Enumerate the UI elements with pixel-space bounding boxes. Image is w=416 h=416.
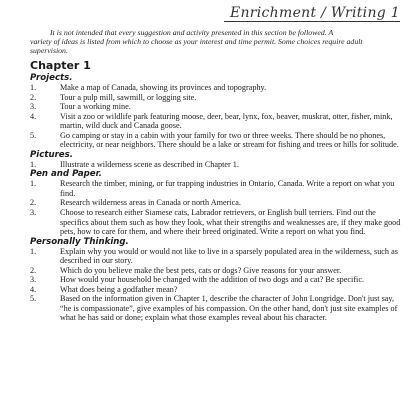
list-item [30, 294, 402, 323]
list-item [30, 198, 402, 208]
item-text: Illustrate a wilderness scene as described in Chapter 1. [60, 159, 239, 169]
item-number: 3. [30, 275, 37, 285]
item-number: 2. [30, 198, 37, 208]
item-number: 3. [30, 208, 37, 218]
item-text: Research wilderness areas in Canada or north America. [60, 198, 241, 208]
intro-note [30, 28, 400, 56]
item-text: Make a map of Canada, showing its provinces and topography. [60, 83, 267, 92]
list-item [30, 275, 402, 285]
section-title-pictures: Pictures. [30, 149, 74, 160]
section-title-pen-and-paper: Pen and Paper. [30, 169, 102, 180]
list-item [30, 285, 402, 295]
list-item [30, 112, 402, 131]
list-personally-thinking [30, 247, 402, 323]
list-item [30, 179, 402, 198]
list-projects [30, 83, 402, 150]
list-pen-and-paper [30, 179, 402, 236]
item-number: 4. [30, 111, 37, 121]
list-item [30, 83, 402, 93]
item-text: Which do you believe make the best pets, cats or dogs? Give reasons for your answer. [60, 265, 342, 275]
item-text: Based on the information given in Chapter 1, describe the character of John Longridge. Don't just say, “he is compassionate”, give examples of his compassion. On the other hand, don't just site examples of what he has said or done; explain what those examples reveal about his character. [60, 294, 398, 323]
item-number: 3. [30, 102, 37, 112]
item-text: What does being a godfather mean? [60, 284, 178, 294]
item-number: 2. [30, 265, 37, 275]
list-pictures [30, 160, 402, 170]
item-number: 5. [30, 294, 37, 304]
item-number: 1. [30, 179, 37, 189]
intro-line-1: It is not intended that every suggestion and activity presented in this section be followed. A [50, 28, 334, 37]
item-number: 5. [30, 130, 37, 140]
item-text: Visit a zoo or wildlife park featuring moose, deer, bear, lynx, fox, beaver, muskrat, otter, fisher, mink, martin, wild duck and Canada goose. [60, 111, 393, 131]
list-item [30, 247, 402, 266]
item-number: 1. [30, 159, 37, 169]
item-number: 1. [30, 246, 37, 256]
page-header-title: Enrichment / Writing 1 [224, 6, 400, 22]
item-text: How would your household be changed with the addition of two dogs and a cat? Be specific. [60, 275, 365, 285]
item-text: Tour a working mine. [60, 102, 131, 112]
list-item [30, 160, 402, 170]
list-item [30, 266, 402, 276]
item-number: 2. [30, 92, 37, 102]
chapter-title: Chapter 1 [30, 59, 91, 72]
section-title-personally-thinking: Personally Thinking. [30, 236, 129, 247]
item-text: Choose to research either Siamese cats, Labrador retrievers, or English bull terriers. Find out the specifics about them such as how they look, what their strengths and weaknesses are, if they make good pets, how to care for them, and where their breed originated. Write a report on what you find. [60, 208, 401, 237]
item-text: Go camping or stay in a cabin with your family for two or three weeks. There should be no phones, electricity, or near neighbors. There should be a lake or stream for fishing and trees or hills for solitude. [60, 130, 399, 150]
main-content [30, 60, 402, 323]
section-title-projects: Projects. [30, 73, 73, 83]
list-item [30, 208, 402, 237]
list-item [30, 93, 402, 103]
item-text: Explain why you would or would not like to live in a sparsely populated area in the wilderness, such as described in our story. [60, 246, 398, 266]
item-text: Tour a pulp mill, sawmill, or logging site. [60, 92, 197, 102]
item-number: 1. [30, 83, 37, 92]
item-number: 4. [30, 284, 37, 294]
list-item [30, 131, 402, 150]
list-item [30, 102, 402, 112]
intro-line-2: variety of ideas is listed from which to choose as your interest and time permit. Some choices require adult supervision. [30, 37, 363, 56]
item-text: Research the timber, mining, or fur trapping industries in Ontario, Canada. Write a report on what you find. [60, 179, 395, 198]
